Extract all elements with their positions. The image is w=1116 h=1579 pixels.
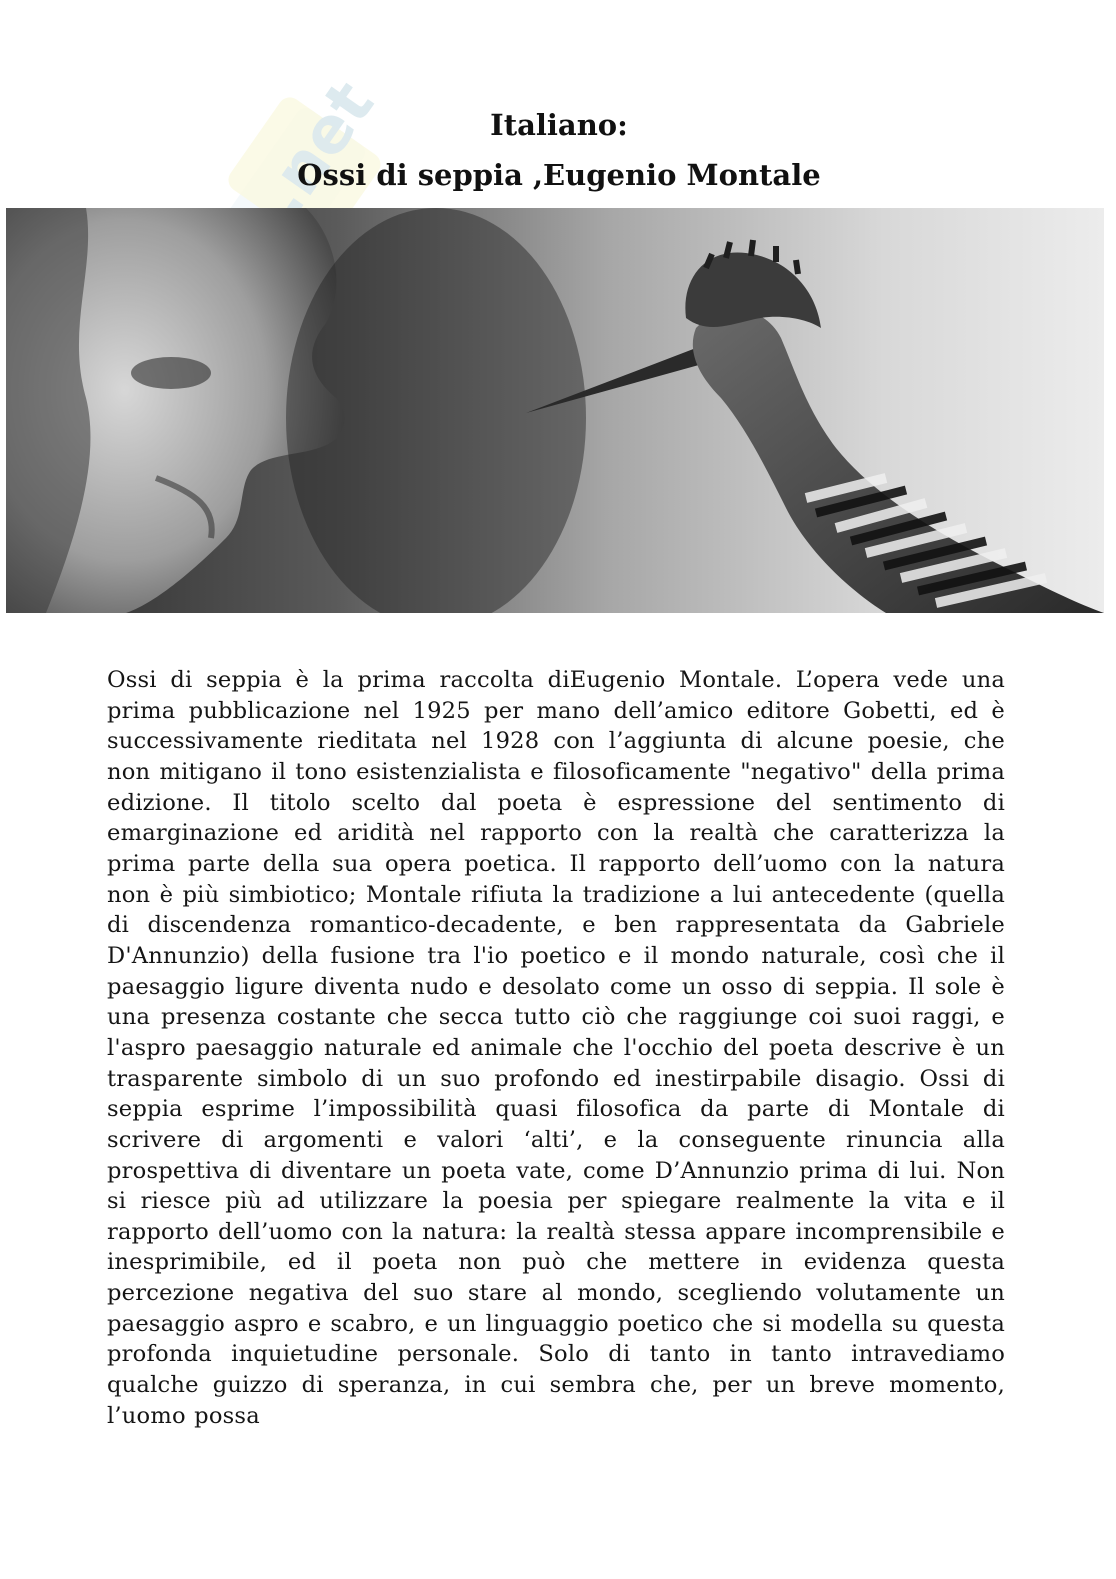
title-line-2: Ossi di seppia ,Eugenio Montale (297, 158, 821, 192)
title-line-1: Italiano: (490, 108, 628, 142)
montale-hoopoe-photo (6, 208, 1104, 613)
body-text (107, 665, 1005, 1431)
photo-illustration (6, 208, 1104, 613)
body-paragraph: Ossi di seppia è la prima raccolta diEugenio Montale. L’opera vede una prima pubblicazione nel 1925 per mano dell’amico editore Gobetti, ed è successivamente rieditata nel 1928 con l’aggiunta di alcune poesie, che non mitigano il tono esistenzialista e filosoficamente "negativo" della prima edizione. Il titolo scelto dal poeta è espressione del sentimento di emarginazione ed aridità nel rapporto con la realtà che caratterizza la prima parte della sua opera poetica. Il rapporto dell’uomo con la natura non è più simbiotico; Montale rifiuta la tradizione a lui antecedente (quella di discendenza romantico-decadente, e ben rappresentata da Gabriele D'Annunzio) della fusione tra l'io poetico e il mondo naturale, così che il paesaggio ligure diventa nudo e desolato come un osso di seppia. Il sole è una presenza costante che secca tutto ciò che raggiunge coi suoi raggi, e l'aspro paesaggio naturale ed animale che l'occhio del poeta descrive è un trasparente simbolo di un suo profondo ed inestirpabile disagio. Ossi di seppia esprime l’impossibilità quasi filosofica da parte di Montale di scrivere di argomenti e valori ‘alti’, e la conseguente rinuncia alla prospettiva di diventare un poeta vate, come D’Annunzio prima di lui. Non si riesce più ad utilizzare la poesia per spiegare realmente la vita e il rapporto dell’uomo con la natura: la realtà stessa appare incomprensibile e inesprimibile, ed il poeta non può che mettere in evidenza questa percezione negativa del suo stare al mondo, scegliendo volutamente un paesaggio aspro e scabro, e un linguaggio poetico che si modella su questa profonda inquietudine personale. Solo di tanto in tanto intravediamo qualche guizzo di speranza, in cui sembra che, per un breve momento, l’uomo possa (107, 667, 1005, 1429)
page-title (0, 100, 1116, 200)
